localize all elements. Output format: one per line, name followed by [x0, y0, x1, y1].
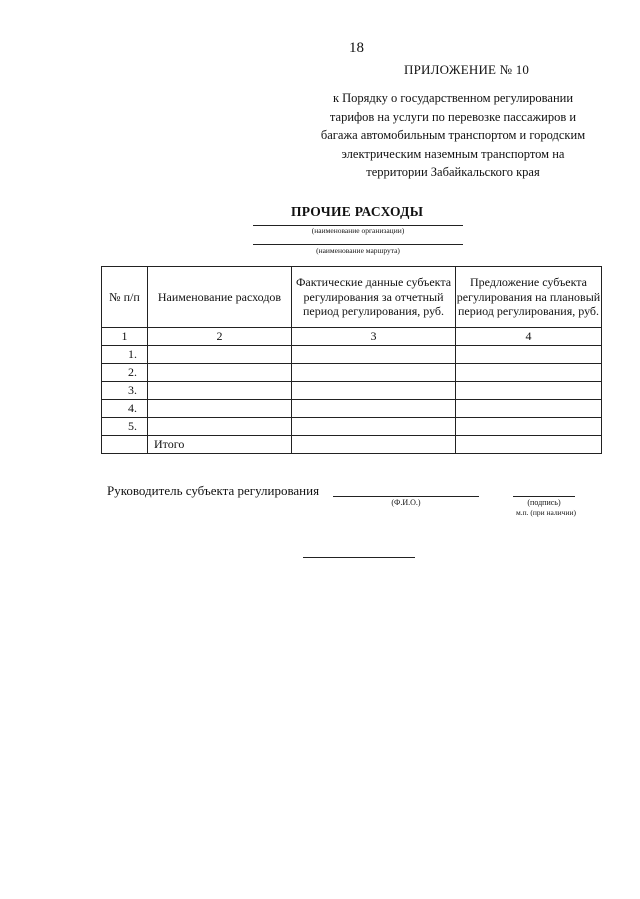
header-expense-name: Наименование расходов [148, 267, 292, 328]
org-name-caption: (наименование организации) [311, 226, 405, 235]
total-row [102, 436, 602, 454]
expense-name-cell [148, 418, 292, 436]
stamp-caption: м.п. (при наличии) [516, 508, 576, 517]
table-row [102, 346, 602, 364]
column-number: 2 [148, 328, 292, 346]
actual-value-cell [292, 400, 456, 418]
actual-value-cell [292, 364, 456, 382]
total-label: Итого [148, 436, 292, 454]
column-number: 1 [102, 328, 148, 346]
row-number: 3. [102, 382, 148, 400]
signature-caption: (подпись) [527, 498, 561, 507]
row-number: 4. [102, 400, 148, 418]
expenses-table [101, 266, 602, 454]
appendix-text [303, 89, 603, 182]
proposal-value-cell [456, 382, 602, 400]
actual-value-cell [292, 382, 456, 400]
table-row [102, 418, 602, 436]
signature-line [513, 496, 575, 497]
total-number-cell [102, 436, 148, 454]
appendix-line: электрическим наземным транспортом на [341, 146, 565, 161]
form-title: ПРОЧИЕ РАСХОДЫ [291, 204, 424, 219]
header-number: № п/п [102, 267, 148, 328]
total-proposal-cell [456, 436, 602, 454]
header-actual-data: Фактические данные субъекта регулирования за отчетный период регулирования, руб. [292, 267, 456, 328]
appendix-title: ПРИЛОЖЕНИЕ № 10 [404, 62, 530, 77]
column-number-row [102, 328, 602, 346]
table-row [102, 382, 602, 400]
route-name-line [253, 244, 463, 245]
expense-name-cell [148, 400, 292, 418]
table-row [102, 400, 602, 418]
page-number: 18 [349, 40, 364, 56]
appendix-line: тарифов на услуги по перевозке пассажиров и [329, 109, 577, 124]
appendix-line: территории Забайкальского края [366, 165, 540, 179]
header-proposal: Предложение субъекта регулирования на плановый период регулирования, руб. [456, 267, 602, 328]
separator-line [303, 557, 415, 558]
signer-label: Руководитель субъекта регулирования [107, 483, 320, 498]
appendix-line: к Порядку о государственном регулировании [332, 91, 574, 105]
proposal-value-cell [456, 400, 602, 418]
actual-value-cell [292, 346, 456, 364]
fio-line [333, 496, 479, 497]
column-number: 3 [292, 328, 456, 346]
total-actual-cell [292, 436, 456, 454]
proposal-value-cell [456, 364, 602, 382]
fio-caption: (Ф.И.О.) [391, 498, 421, 507]
column-number: 4 [456, 328, 602, 346]
table-row [102, 364, 602, 382]
table-header-row [102, 267, 602, 328]
row-number: 5. [102, 418, 148, 436]
expense-name-cell [148, 346, 292, 364]
row-number: 1. [102, 346, 148, 364]
row-number: 2. [102, 364, 148, 382]
proposal-value-cell [456, 346, 602, 364]
appendix-line: багажа автомобильным транспортом и городским [320, 128, 586, 142]
actual-value-cell [292, 418, 456, 436]
route-name-caption: (наименование маршрута) [316, 246, 400, 255]
expense-name-cell [148, 382, 292, 400]
proposal-value-cell [456, 418, 602, 436]
expense-name-cell [148, 364, 292, 382]
